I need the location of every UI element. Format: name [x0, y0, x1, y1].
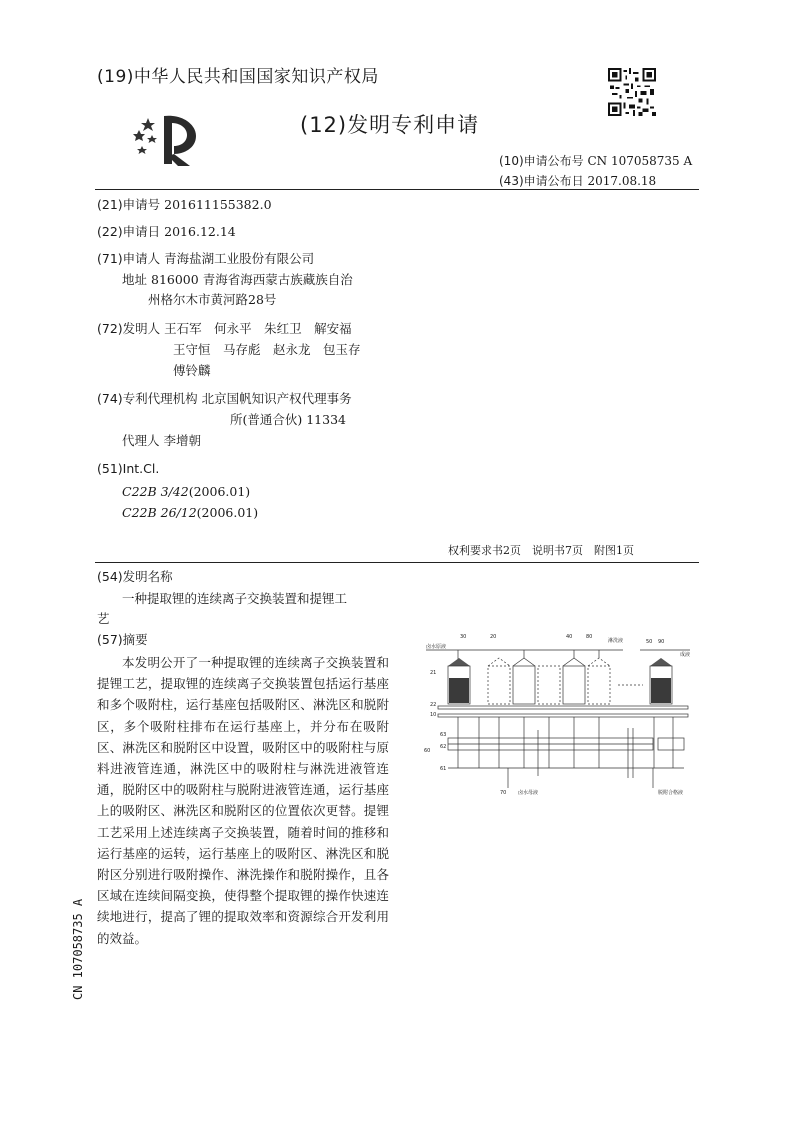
agency-label: (74)专利代理机构	[97, 391, 198, 406]
inventors-row	[97, 319, 352, 339]
figure-ref-22: 22	[430, 702, 437, 708]
figure-ref-20: 20	[490, 634, 497, 640]
figure-ref-61: 61	[440, 766, 447, 772]
figure-label-eluate: 脱附合格液	[658, 790, 684, 796]
inventors-line-3: 傅铃麟	[173, 363, 211, 378]
abstract-label: (57)摘要	[97, 632, 148, 647]
ipc-row-1	[122, 482, 250, 502]
address-label: 地址	[122, 272, 148, 287]
applicant: 青海盐湖工业股份有限公司	[164, 251, 315, 266]
app-date: 2016.12.14	[164, 224, 236, 239]
application-number-row	[97, 195, 272, 215]
figure-ref-80: 80	[586, 634, 593, 640]
figure-ref-10: 10	[430, 712, 437, 718]
ipc-2-code: C22B 26/12	[122, 505, 197, 520]
figure-label-outlet: 成液	[680, 652, 691, 658]
inventors-line-2: 王守恒 马存彪 赵永龙 包玉存	[173, 342, 361, 357]
applicant-label: (71)申请人	[97, 251, 161, 266]
figure-label-wash: 淋洗液	[608, 638, 624, 644]
figure-label-feed: 卤水原液	[426, 644, 447, 650]
figure-ref-60: 60	[424, 748, 431, 754]
address-line-2: 州格尔木市黄河路28号	[148, 292, 277, 307]
side-publication-number: CN 107058735 A	[71, 898, 85, 1000]
ipc-1-version: (2006.01)	[188, 484, 251, 499]
ipc-label: (51)Int.Cl.	[97, 461, 160, 476]
address-line-1: 816000 青海省海西蒙古族藏族自治	[151, 272, 353, 287]
office-name: (19)中华人民共和国国家知识产权局	[97, 67, 379, 87]
cnipa-logo	[130, 108, 205, 168]
section-rule	[95, 562, 699, 563]
pub-number-label: (10)申请公布号	[499, 154, 584, 168]
ipc-row-2	[122, 503, 258, 523]
agent-row	[122, 431, 201, 451]
figure-ref-63: 63	[440, 732, 447, 738]
app-no-label: (21)申请号	[97, 197, 161, 212]
pub-date-label: (43)申请公布日	[499, 174, 584, 188]
figure-ref-62: 62	[440, 744, 447, 750]
qr-code	[608, 68, 656, 116]
agent-label: 代理人	[122, 433, 160, 448]
ipc-1-code: C22B 3/42	[122, 484, 189, 499]
address-row	[122, 270, 353, 290]
agency-row	[97, 389, 352, 409]
agent: 李增朝	[163, 433, 202, 448]
inventors-line-1: 王石军 何永平 朱红卫 解安福	[164, 321, 352, 336]
pub-number: CN 107058735 A	[587, 154, 693, 168]
figure-ref-70: 70	[500, 790, 507, 796]
figure-label-mother-liquor: 卤水母液	[518, 790, 539, 796]
app-date-label: (22)申请日	[97, 224, 161, 239]
figure-ref-90: 90	[658, 639, 665, 645]
ipc-2-version: (2006.01)	[196, 505, 259, 520]
figure-ref-40: 40	[566, 634, 573, 640]
page-counts: 权利要求书2页 说明书7页 附图1页	[448, 544, 634, 557]
applicant-row	[97, 249, 314, 269]
invention-title-line-1: 一种提取锂的连续离子交换装置和提锂工	[122, 591, 348, 606]
app-no: 201611155382.0	[164, 197, 272, 212]
abstract-figure	[418, 628, 694, 816]
figure-ref-21: 21	[430, 670, 437, 676]
agency-line-1: 北京国帆知识产权代理事务	[201, 391, 352, 406]
abstract-text: 本发明公开了一种提取锂的连续离子交换装置和提锂工艺，提取锂的连续离子交换装置包括运行基座和多个吸附柱，运行基座包括吸附区、淋洗区和脱附区，多个吸附柱排布在运行基座上，并分布在吸附区、淋洗区和脱附区中设置，吸附区中的吸附柱与原料进液管连通，淋洗区中的吸附柱与淋洗进液管连通，脱附区中的吸附柱与脱附进液管连通，运行基座上的吸附区、淋洗区和脱附区的位置依次更替。提锂工艺采用上述连续离子交换装置，随着时间的推移和运行基座的运转，运行基座上的吸附区、淋洗区和脱附区分别进行吸附操作、淋洗操作和脱附操作，且各区域在连续间隔变换，使得整个提取锂的操作快速连续地进行，提高了锂的提取效率和资源综合开发利用的效益。	[97, 655, 389, 946]
pub-date: 2017.08.18	[587, 174, 657, 188]
pub-date-row	[499, 172, 656, 189]
inventors-label: (72)发明人	[97, 321, 161, 336]
agency-line-2: 所(普通合伙) 11334	[230, 412, 346, 427]
application-date-row	[97, 222, 236, 242]
pub-number-row	[499, 152, 692, 169]
figure-ref-50: 50	[646, 639, 653, 645]
title-label: (54)发明名称	[97, 569, 173, 584]
invention-title-line-2: 艺	[97, 611, 110, 626]
document-type: (12)发明专利申请	[300, 113, 480, 137]
figure-ref-30: 30	[460, 634, 467, 640]
header-rule	[95, 189, 699, 190]
